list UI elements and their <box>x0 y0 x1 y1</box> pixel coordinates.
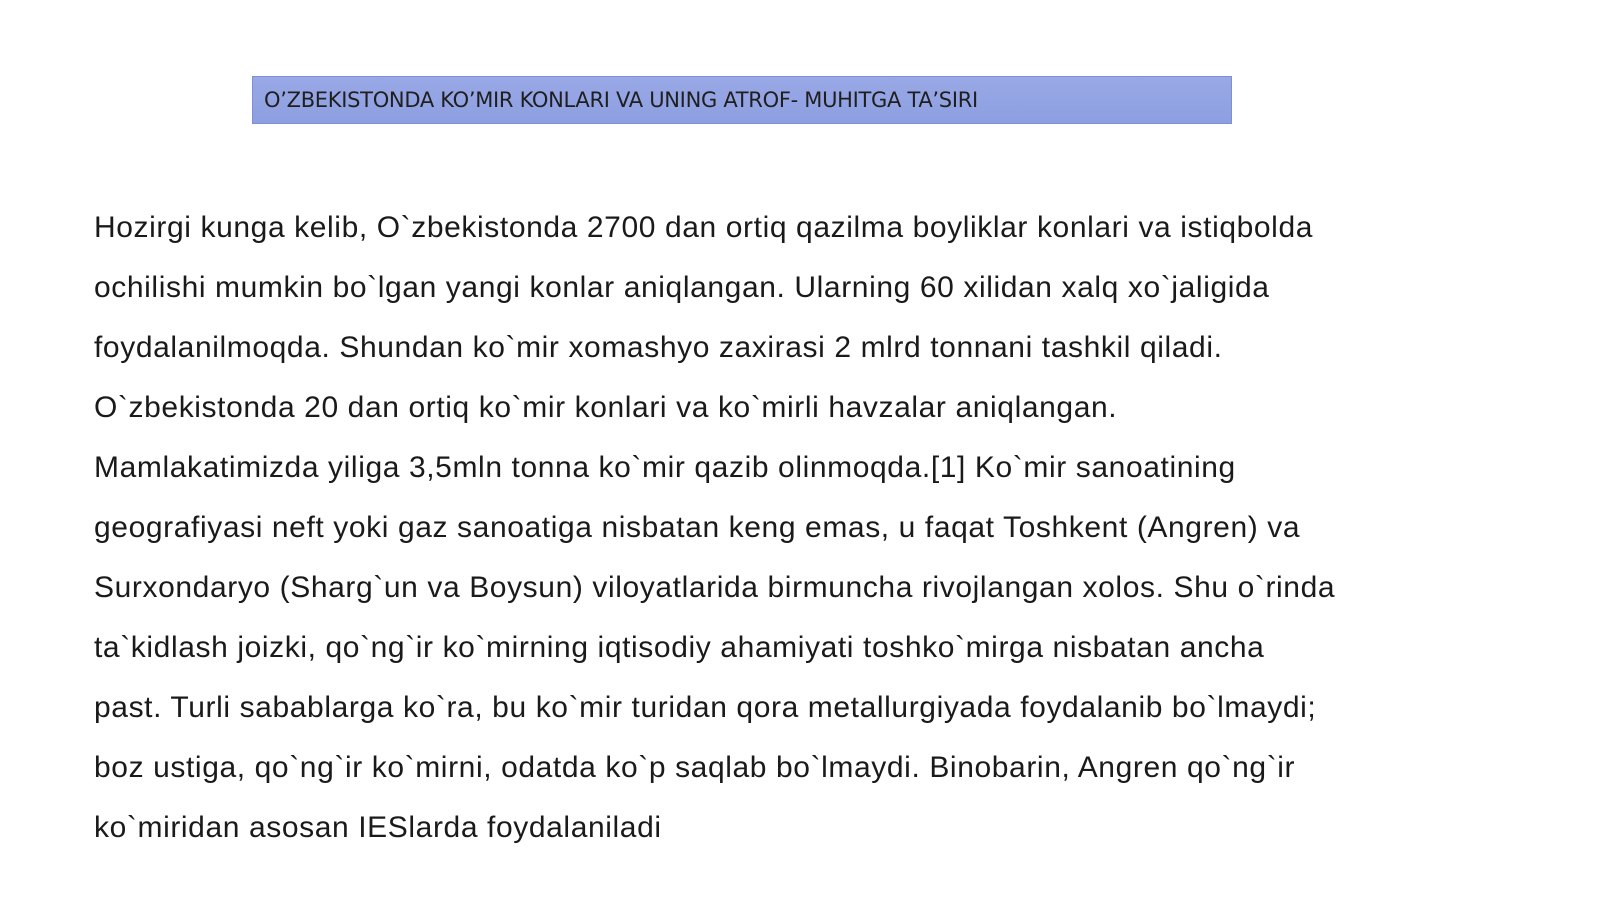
body-line-3: foydalanilmoqda. Shundan ko`mir xomashyo zaxirasi 2 mlrd tonnani tashkil qiladi. <box>94 331 1223 364</box>
body-paragraph <box>94 198 1514 858</box>
body-line-8: ta`kidlash joizki, qo`ng`ir ko`mirning iqtisodiy ahamiyati toshko`mirga nisbatan ancha <box>94 631 1265 664</box>
body-line-2: ochilishi mumkin bo`lgan yangi konlar aniqlangan. Ularning 60 xilidan xalq xo`jaligida <box>94 271 1270 304</box>
body-line-10: boz ustiga, qo`ng`ir ko`mirni, odatda ko`p saqlab bo`lmaydi. Binobarin, Angren qo`ng`ir <box>94 751 1296 784</box>
body-line-1: Hozirgi kunga kelib, O`zbekistonda 2700 dan ortiq qazilma boyliklar konlari va istiqbolda <box>94 211 1314 244</box>
body-line-5: Mamlakatimizda yiliga 3,5mln tonna ko`mir qazib olinmoqda.[1] Ko`mir sanoatining <box>94 451 1236 484</box>
body-line-9: past. Turli sabablarga ko`ra, bu ko`mir turidan qora metallurgiyada foydalanib bo`lmaydi; <box>94 691 1317 724</box>
slide-title: O’ZBEKISTONDA KO’MIR KONLARI VA UNING ATROF- MUHITGA TA’SIRI <box>264 88 978 112</box>
body-line-4: O`zbekistonda 20 dan ortiq ko`mir konlari va ko`mirli havzalar aniqlangan. <box>94 391 1118 424</box>
title-box <box>252 76 1232 124</box>
body-line-7: Surxondaryo (Sharg`un va Boysun) viloyatlarida birmuncha rivojlangan xolos. Shu o`rinda <box>94 571 1336 604</box>
body-line-11: ko`miridan asosan IESlarda foydalaniladi <box>94 811 662 844</box>
body-line-6: geografiyasi neft yoki gaz sanoatiga nisbatan keng emas, u faqat Toshkent (Angren) va <box>94 511 1301 544</box>
